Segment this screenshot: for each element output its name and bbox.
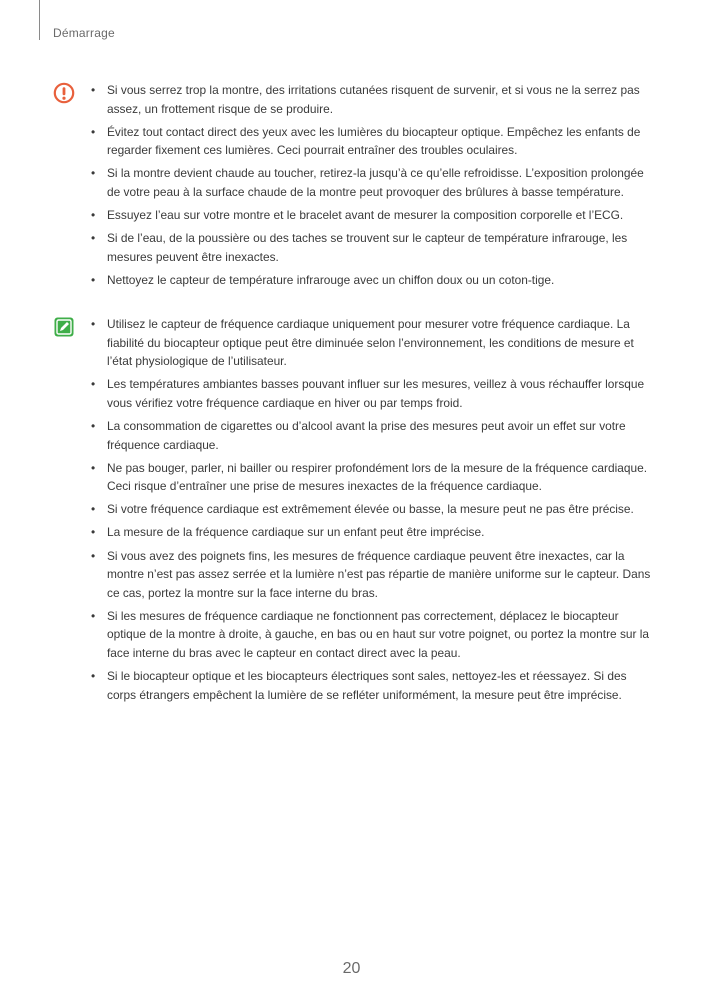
list-item: • La mesure de la fréquence cardiaque sur un enfant peut être imprécise. xyxy=(107,523,652,542)
list-item: • Les températures ambiantes basses pouvant influer sur les mesures, veillez à vous réchauffer lorsque vous vérifiez votre fréquence cardiaque en hiver ou par temps froid. xyxy=(107,375,652,412)
list-item: • Si la montre devient chaude au toucher, retirez-la jusqu’à ce qu’elle refroidisse. L’exposition prolongée de votre peau à la surface chaude de la montre peut provoquer des brûlures à basse température. xyxy=(107,164,652,201)
caution-icon xyxy=(53,82,75,104)
list-item: • Évitez tout contact direct des yeux avec les lumières du biocapteur optique. Empêchez les enfants de regarder fixement ces lumières. Ceci pourrait entraîner des troubles oculaires. xyxy=(107,123,652,160)
note-icon xyxy=(53,316,75,338)
header-divider xyxy=(39,0,40,40)
section-title: Démarrage xyxy=(53,26,115,40)
note-list xyxy=(107,315,652,709)
list-item: • Utilisez le capteur de fréquence cardiaque uniquement pour mesurer votre fréquence cardiaque. La fiabilité du biocapteur optique peut être diminuée selon l’environnement, les conditions de mesure et l’état physiologique de l’utilisateur. xyxy=(107,315,652,371)
list-item: • Si vous serrez trop la montre, des irritations cutanées risquent de survenir, et si vous ne la serrez pas assez, un frottement risque de se produire. xyxy=(107,81,652,118)
list-item: • Ne pas bouger, parler, ni bailler ou respirer profondément lors de la mesure de la fréquence cardiaque. Ceci risque d’entraîner une prise de mesures inexactes de la fréquence cardiaque. xyxy=(107,459,652,496)
list-item: • Si votre fréquence cardiaque est extrêmement élevée ou basse, la mesure peut ne pas être précise. xyxy=(107,500,652,519)
list-item: • La consommation de cigarettes ou d’alcool avant la prise des mesures peut avoir un effet sur votre fréquence cardiaque. xyxy=(107,417,652,454)
list-item: • Nettoyez le capteur de température infrarouge avec un chiffon doux ou un coton-tige. xyxy=(107,271,652,290)
list-item: • Si de l’eau, de la poussière ou des taches se trouvent sur le capteur de température infrarouge, les mesures peuvent être inexactes. xyxy=(107,229,652,266)
list-item: • Si le biocapteur optique et les biocapteurs électriques sont sales, nettoyez-les et réessayez. Si des corps étrangers empêchent la lumière de se refléter uniformément, la mesure peut être imprécise. xyxy=(107,667,652,704)
caution-list xyxy=(107,81,652,294)
list-item: • Essuyez l’eau sur votre montre et le bracelet avant de mesurer la composition corporelle et l’ECG. xyxy=(107,206,652,225)
page-number: 20 xyxy=(342,960,361,977)
list-item: • Si les mesures de fréquence cardiaque ne fonctionnent pas correctement, déplacez le biocapteur optique de la montre à droite, à gauche, en bas ou en haut sur votre poignet, ou portez la montre sur la face interne du bras avec le capteur en contact direct avec la peau. xyxy=(107,607,652,663)
list-item: • Si vous avez des poignets fins, les mesures de fréquence cardiaque peuvent être inexactes, car la montre n’est pas assez serrée et la lumière n’est pas répartie de manière uniforme sur le capteur. Dans ce cas, portez la montre sur la face interne du bras. xyxy=(107,547,652,603)
